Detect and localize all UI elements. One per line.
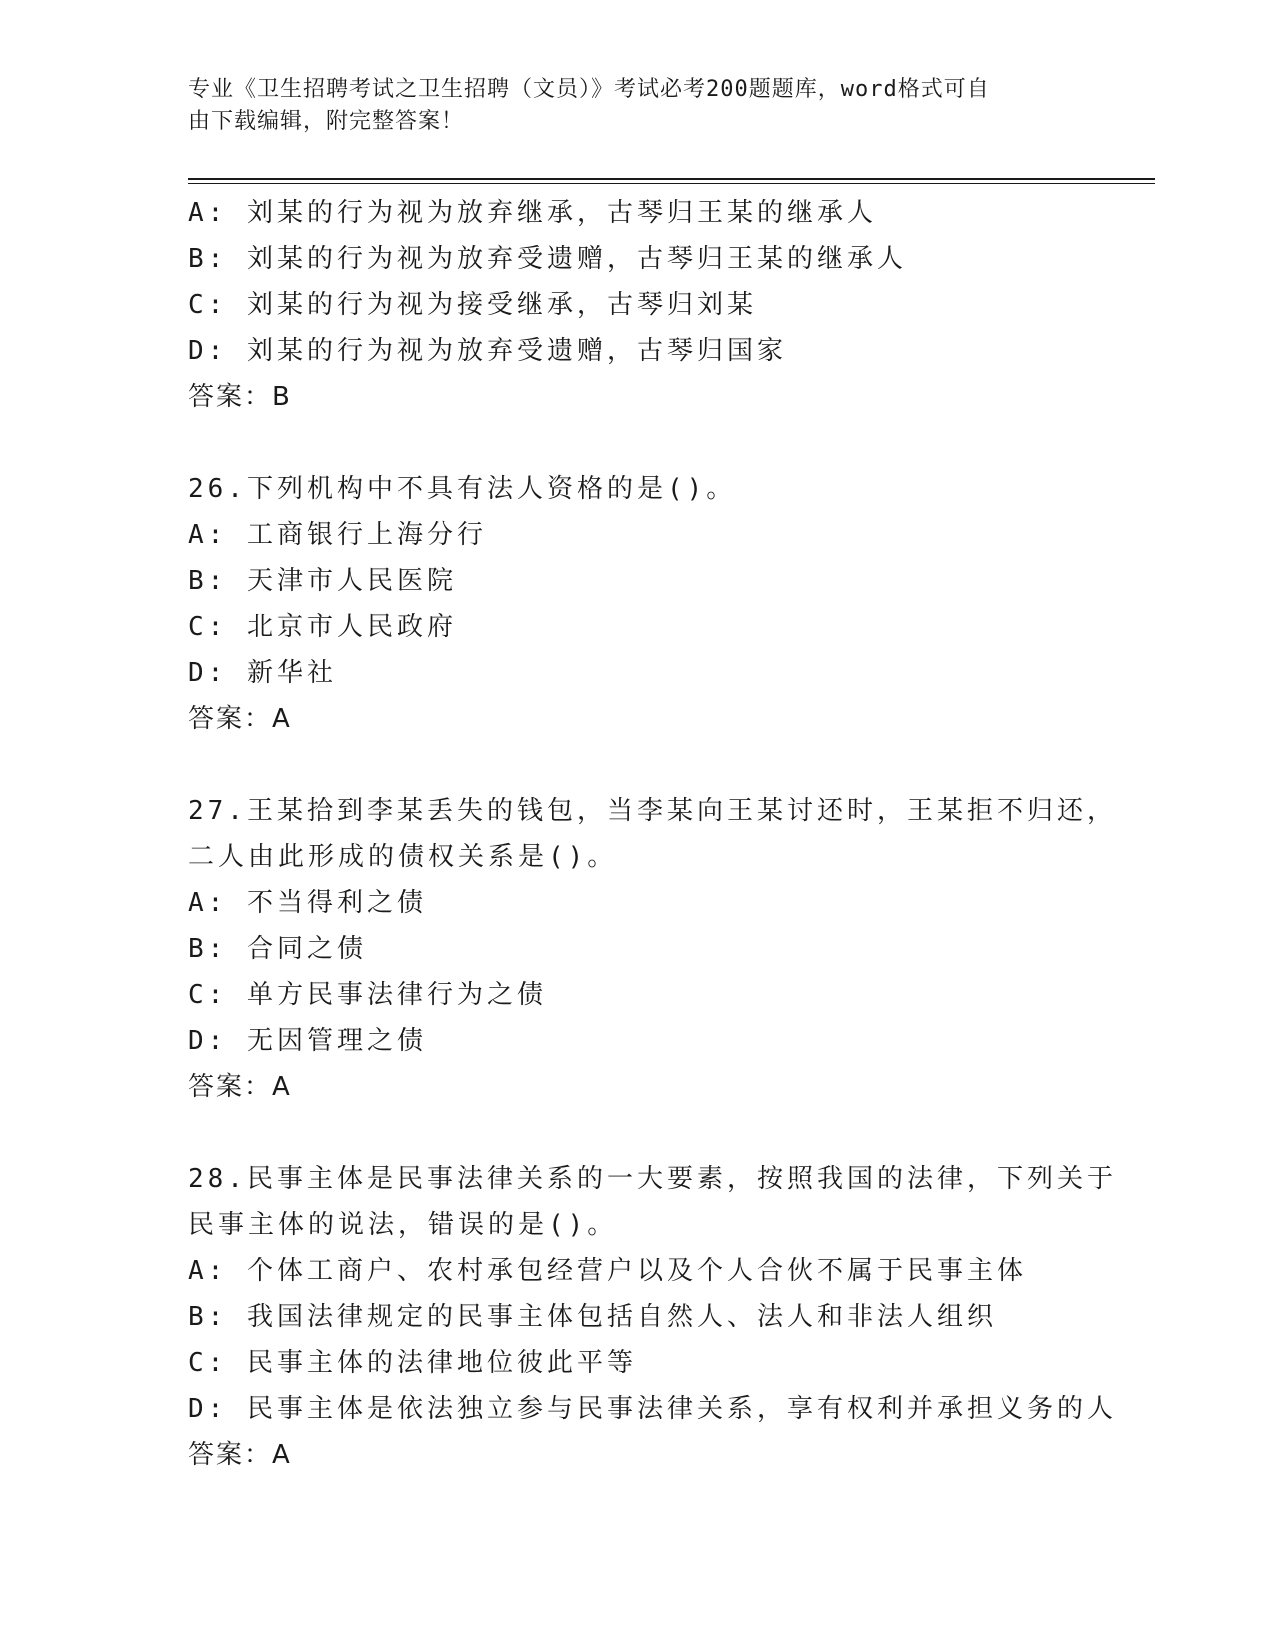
question-stem: 26.下列机构中不具有法人资格的是()。 xyxy=(188,474,737,504)
option-a: A: 工商银行上海分行 xyxy=(188,520,487,550)
header-line-1: 专业《卫生招聘考试之卫生招聘（文员）》考试必考200题题库，word格式可自 xyxy=(188,77,990,102)
spacer xyxy=(188,742,1088,788)
question-stem: 28.民事主体是民事法律关系的一大要素，按照我国的法律，下列关于 xyxy=(188,1164,1117,1194)
question-25 xyxy=(188,190,1088,420)
option-c: C: 北京市人民政府 xyxy=(188,612,457,642)
question-list xyxy=(188,190,1117,1478)
header-divider-thin xyxy=(188,183,1155,184)
option-c: C: 民事主体的法律地位彼此平等 xyxy=(188,1348,637,1378)
option-b: B: 刘某的行为视为放弃受遗赠，古琴归王某的继承人 xyxy=(188,244,907,274)
spacer xyxy=(188,420,1088,466)
answer-line: 答案：B xyxy=(188,382,292,412)
option-b: B: 合同之债 xyxy=(188,934,367,964)
option-c: C: 刘某的行为视为接受继承，古琴归刘某 xyxy=(188,290,757,320)
answer-line: 答案：A xyxy=(188,1072,292,1102)
option-a: A: 不当得利之债 xyxy=(188,888,427,918)
option-a: A: 个体工商户、农村承包经营户以及个人合伙不属于民事主体 xyxy=(188,1256,1027,1286)
option-b: B: 我国法律规定的民事主体包括自然人、法人和非法人组织 xyxy=(188,1302,997,1332)
option-a: A: 刘某的行为视为放弃继承，古琴归王某的继承人 xyxy=(188,198,877,228)
question-stem-continued: 民事主体的说法，错误的是()。 xyxy=(188,1210,618,1240)
option-d: D: 刘某的行为视为放弃受遗赠，古琴归国家 xyxy=(188,336,787,366)
header-divider-thick xyxy=(188,178,1155,180)
question-28 xyxy=(188,1156,1117,1478)
answer-line: 答案：A xyxy=(188,704,292,734)
question-stem: 27.王某拾到李某丢失的钱包，当李某向王某讨还时，王某拒不归还， xyxy=(188,796,1117,826)
spacer xyxy=(188,1110,1088,1156)
question-26 xyxy=(188,466,1088,742)
option-c: C: 单方民事法律行为之债 xyxy=(188,980,547,1010)
option-b: B: 天津市人民医院 xyxy=(188,566,457,596)
document-header xyxy=(188,74,1088,138)
question-stem-continued: 二人由此形成的债权关系是()。 xyxy=(188,842,618,872)
option-d: D: 新华社 xyxy=(188,658,337,688)
option-d: D: 民事主体是依法独立参与民事法律关系，享有权利并承担义务的人 xyxy=(188,1394,1117,1424)
header-line-2: 由下载编辑，附完整答案！ xyxy=(188,109,465,134)
option-d: D: 无因管理之债 xyxy=(188,1026,427,1056)
answer-line: 答案：A xyxy=(188,1440,292,1470)
question-27 xyxy=(188,788,1117,1110)
